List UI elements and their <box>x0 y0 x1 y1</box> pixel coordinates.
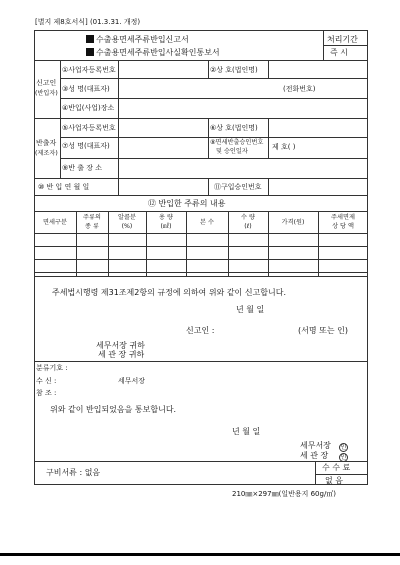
table-header-cell <box>34 218 76 227</box>
row-line <box>34 178 368 179</box>
reporter-biz-no-label: ①사업자등록번호 <box>62 66 116 74</box>
label-divider <box>118 118 119 178</box>
title-line-1: 수출용면세주류반입신고서 <box>86 35 189 44</box>
row-line <box>60 158 368 159</box>
reporter-section-sublabel: (반입자) <box>35 90 58 97</box>
notice-statement: 위와 같이 반입되었음을 통보합니다. <box>50 405 177 414</box>
reference-label: 참 조 : <box>36 389 57 397</box>
row-line <box>34 118 368 119</box>
row-line <box>34 361 368 362</box>
reporter-trade-name-label: ②상 호(법인명) <box>210 66 258 74</box>
table-header-cell <box>186 218 228 227</box>
table-header-cell <box>76 213 108 231</box>
shipper-section-label: 반출자 <box>36 139 57 147</box>
fee-value: 없 음 <box>325 476 343 485</box>
liquor-section-title: ⑫ 반입한 주류의 내용 <box>148 199 226 208</box>
shipper-approval-label: ⑧면세반출승인번호 <box>210 139 264 146</box>
row-line <box>60 137 368 138</box>
row-line <box>34 461 368 462</box>
table-header-label: 수 량 <box>241 214 255 221</box>
seal-mark: 인 <box>340 454 347 461</box>
label-divider <box>118 178 119 195</box>
declaration-reporter-label: 신고인 : <box>186 326 215 335</box>
recipient-label: 수 신 : <box>36 377 57 385</box>
label-divider <box>208 60 209 78</box>
table-header-cell <box>228 213 268 231</box>
declaration-addressee-customs: 세 관 장 귀하 <box>98 350 145 359</box>
table-header-sublabel: 상 당 액 <box>332 223 354 230</box>
purchase-approval-label: ⑪구입승인번호 <box>214 183 262 191</box>
seal-mark: 인 <box>340 444 347 451</box>
reporter-section-label: 신고인 <box>36 79 57 87</box>
label-divider <box>208 118 209 158</box>
table-header-sublabel: (㎖) <box>160 223 172 230</box>
reporter-location-label: ④반입(사업)장소 <box>62 104 115 112</box>
label-divider <box>118 60 119 118</box>
table-header-cell <box>108 213 146 231</box>
table-header-label: 가격(원) <box>281 219 305 226</box>
notice-date-line: 년 월 일 <box>232 427 261 436</box>
reporter-phone-label: (전화번호) <box>283 85 316 93</box>
row-line <box>60 78 368 79</box>
reporter-name-label: ③성 명(대표자) <box>62 85 110 93</box>
import-date-label: ⑩ 반 입 연 월 일 <box>38 183 90 191</box>
processing-period-value: 즉 시 <box>330 48 348 57</box>
fee-row-line <box>315 474 368 475</box>
fee-label: 수 수 료 <box>322 463 351 472</box>
row-line <box>34 195 368 196</box>
table-header-sublabel: (%) <box>121 223 133 230</box>
declaration-date-line: 년 월 일 <box>236 305 265 314</box>
attachments-label: 구비서류 : 없음 <box>46 468 101 477</box>
row-line <box>34 60 368 61</box>
notice-sender-customs: 세 관 장 <box>300 451 329 460</box>
table-header-label: 용 량 <box>159 214 173 221</box>
shipper-trade-name-label: ⑥상 호(법인명) <box>210 124 258 132</box>
label-divider <box>268 118 269 158</box>
recipient-value: 세무서장 <box>118 377 146 385</box>
shipper-location-label: ⑨반 출 장 소 <box>62 164 102 172</box>
shipper-name-label: ⑦성 명(대표자) <box>62 142 110 150</box>
table-header-cell <box>146 213 186 231</box>
table-header-label: 주류의 <box>83 214 101 221</box>
table-header-sublabel: (ℓ) <box>244 223 252 230</box>
shipper-approval-value: 제 호( ) <box>272 143 296 151</box>
shipper-section-sublabel: (제조자) <box>35 150 58 157</box>
table-header-label: 알콜분 <box>118 214 136 221</box>
row-line <box>60 98 368 99</box>
label-divider <box>208 178 209 195</box>
declaration-signature-label: (서명 또는 인) <box>298 326 348 335</box>
table-row-line <box>34 272 368 273</box>
table-header-cell <box>318 213 368 231</box>
notice-sender-tax: 세무서장 <box>300 441 331 450</box>
page-bottom-bar <box>0 553 400 556</box>
table-header-label: 면세구분 <box>43 219 67 226</box>
fee-divider <box>315 461 316 485</box>
label-divider <box>268 60 269 78</box>
form-number: [별지 제8호서식] (01.3.31. 개정) <box>35 18 141 26</box>
declaration-statement: 주세법시행령 제31조제2항의 규정에 의하여 위와 같이 신고합니다. <box>52 288 286 297</box>
checkbox-icon[interactable] <box>86 48 94 56</box>
table-row-line <box>34 233 368 234</box>
table-row-line <box>34 259 368 260</box>
label-divider <box>268 178 269 195</box>
table-header-cell <box>268 218 318 227</box>
classification-label: 분류기호 : <box>36 364 68 372</box>
shipper-approval-sublabel: 및 승인일자 <box>216 148 248 155</box>
table-row-line <box>34 276 368 277</box>
table-row-line <box>34 246 368 247</box>
shipper-biz-no-label: ⑤사업자등록번호 <box>62 124 116 132</box>
declaration-addressee-tax: 세무서장 귀하 <box>96 341 145 350</box>
processing-divider <box>323 45 368 46</box>
table-header-label: 주세면제 <box>331 214 355 221</box>
processing-period-label: 처리기간 <box>327 35 358 44</box>
table-header-sublabel: 종 류 <box>85 223 99 230</box>
checkbox-icon[interactable] <box>86 35 94 43</box>
paper-spec: 210㎜×297㎜(일반용지 60g/㎡) <box>232 490 337 498</box>
table-header-label: 본 수 <box>200 219 214 226</box>
title-line-2: 수출용면세주류반입사실확인통보서 <box>86 48 220 57</box>
